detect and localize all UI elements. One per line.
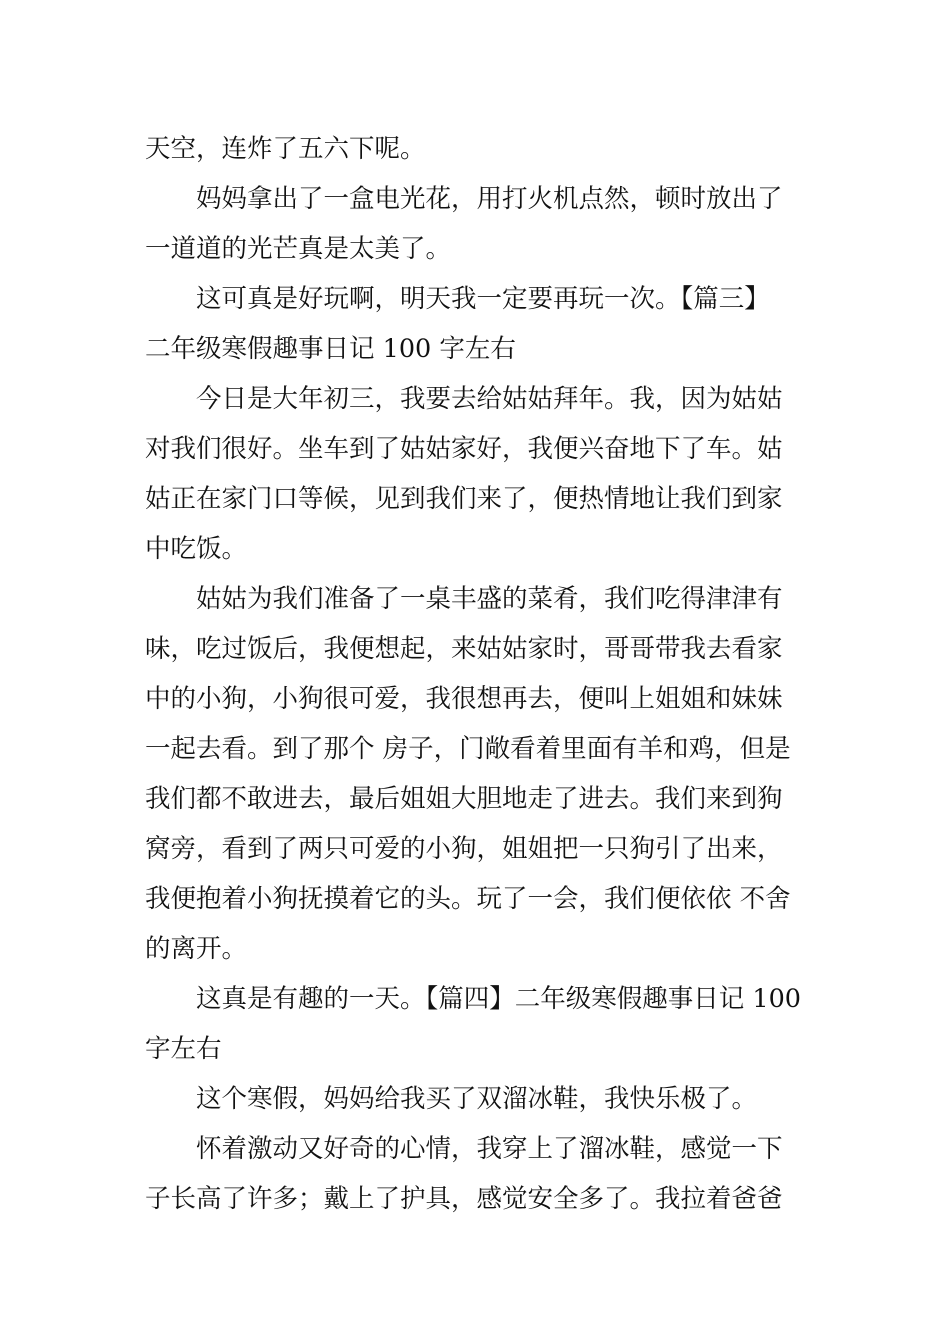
text-line: 姑正在家门口等候，见到我们来了，便热情地让我们到家 bbox=[145, 484, 783, 514]
text-line: 这真是有趣的一天。【篇四】二年级寒假趣事日记 100 bbox=[196, 984, 802, 1014]
text-line: 对我们很好。坐车到了姑姑家好，我便兴奋地下了车。姑 bbox=[145, 434, 783, 464]
text-line: 中吃饭。 bbox=[145, 534, 248, 564]
text-line: 我们都不敢进去，最后姐姐大胆地走了进去。我们来到狗 bbox=[145, 784, 783, 814]
text-line: 的离开。 bbox=[145, 934, 248, 964]
text-line: 妈妈拿出了一盒电光花，用打火机点然，顿时放出了 bbox=[196, 184, 783, 214]
text-line: 一道道的光芒真是太美了。 bbox=[145, 234, 452, 264]
text-line: 中的小狗，小狗很可爱，我很想再去，便叫上姐姐和妹妹 bbox=[145, 684, 783, 714]
text-line: 字左右 bbox=[145, 1034, 222, 1064]
text-line: 姑姑为我们准备了一桌丰盛的菜肴，我们吃得津津有 bbox=[196, 584, 783, 614]
text-line: 今日是大年初三，我要去给姑姑拜年。我，因为姑姑 bbox=[196, 384, 783, 414]
text-line: 窝旁，看到了两只可爱的小狗，姐姐把一只狗引了出来， bbox=[145, 834, 783, 864]
text-line: 天空，连炸了五六下呢。 bbox=[145, 134, 426, 164]
text-line: 一起去看。到了那个 房子，门敞看着里面有羊和鸡，但是 bbox=[145, 734, 791, 764]
text-line: 二年级寒假趣事日记 100 字左右 bbox=[145, 334, 516, 364]
text-line: 这个寒假，妈妈给我买了双溜冰鞋，我快乐极了。 bbox=[196, 1084, 758, 1114]
text-line: 这可真是好玩啊，明天我一定要再玩一次。【篇三】 bbox=[196, 284, 770, 314]
text-line: 味，吃过饭后，我便想起，来姑姑家时，哥哥带我去看家 bbox=[145, 634, 783, 664]
text-line: 子长高了许多；戴上了护具，感觉安全多了。我拉着爸爸 bbox=[145, 1184, 783, 1214]
text-line: 我便抱着小狗抚摸着它的头。玩了一会，我们便依依 不舍 bbox=[145, 884, 791, 914]
text-line: 怀着激动又好奇的心情，我穿上了溜冰鞋，感觉一下 bbox=[196, 1134, 783, 1164]
